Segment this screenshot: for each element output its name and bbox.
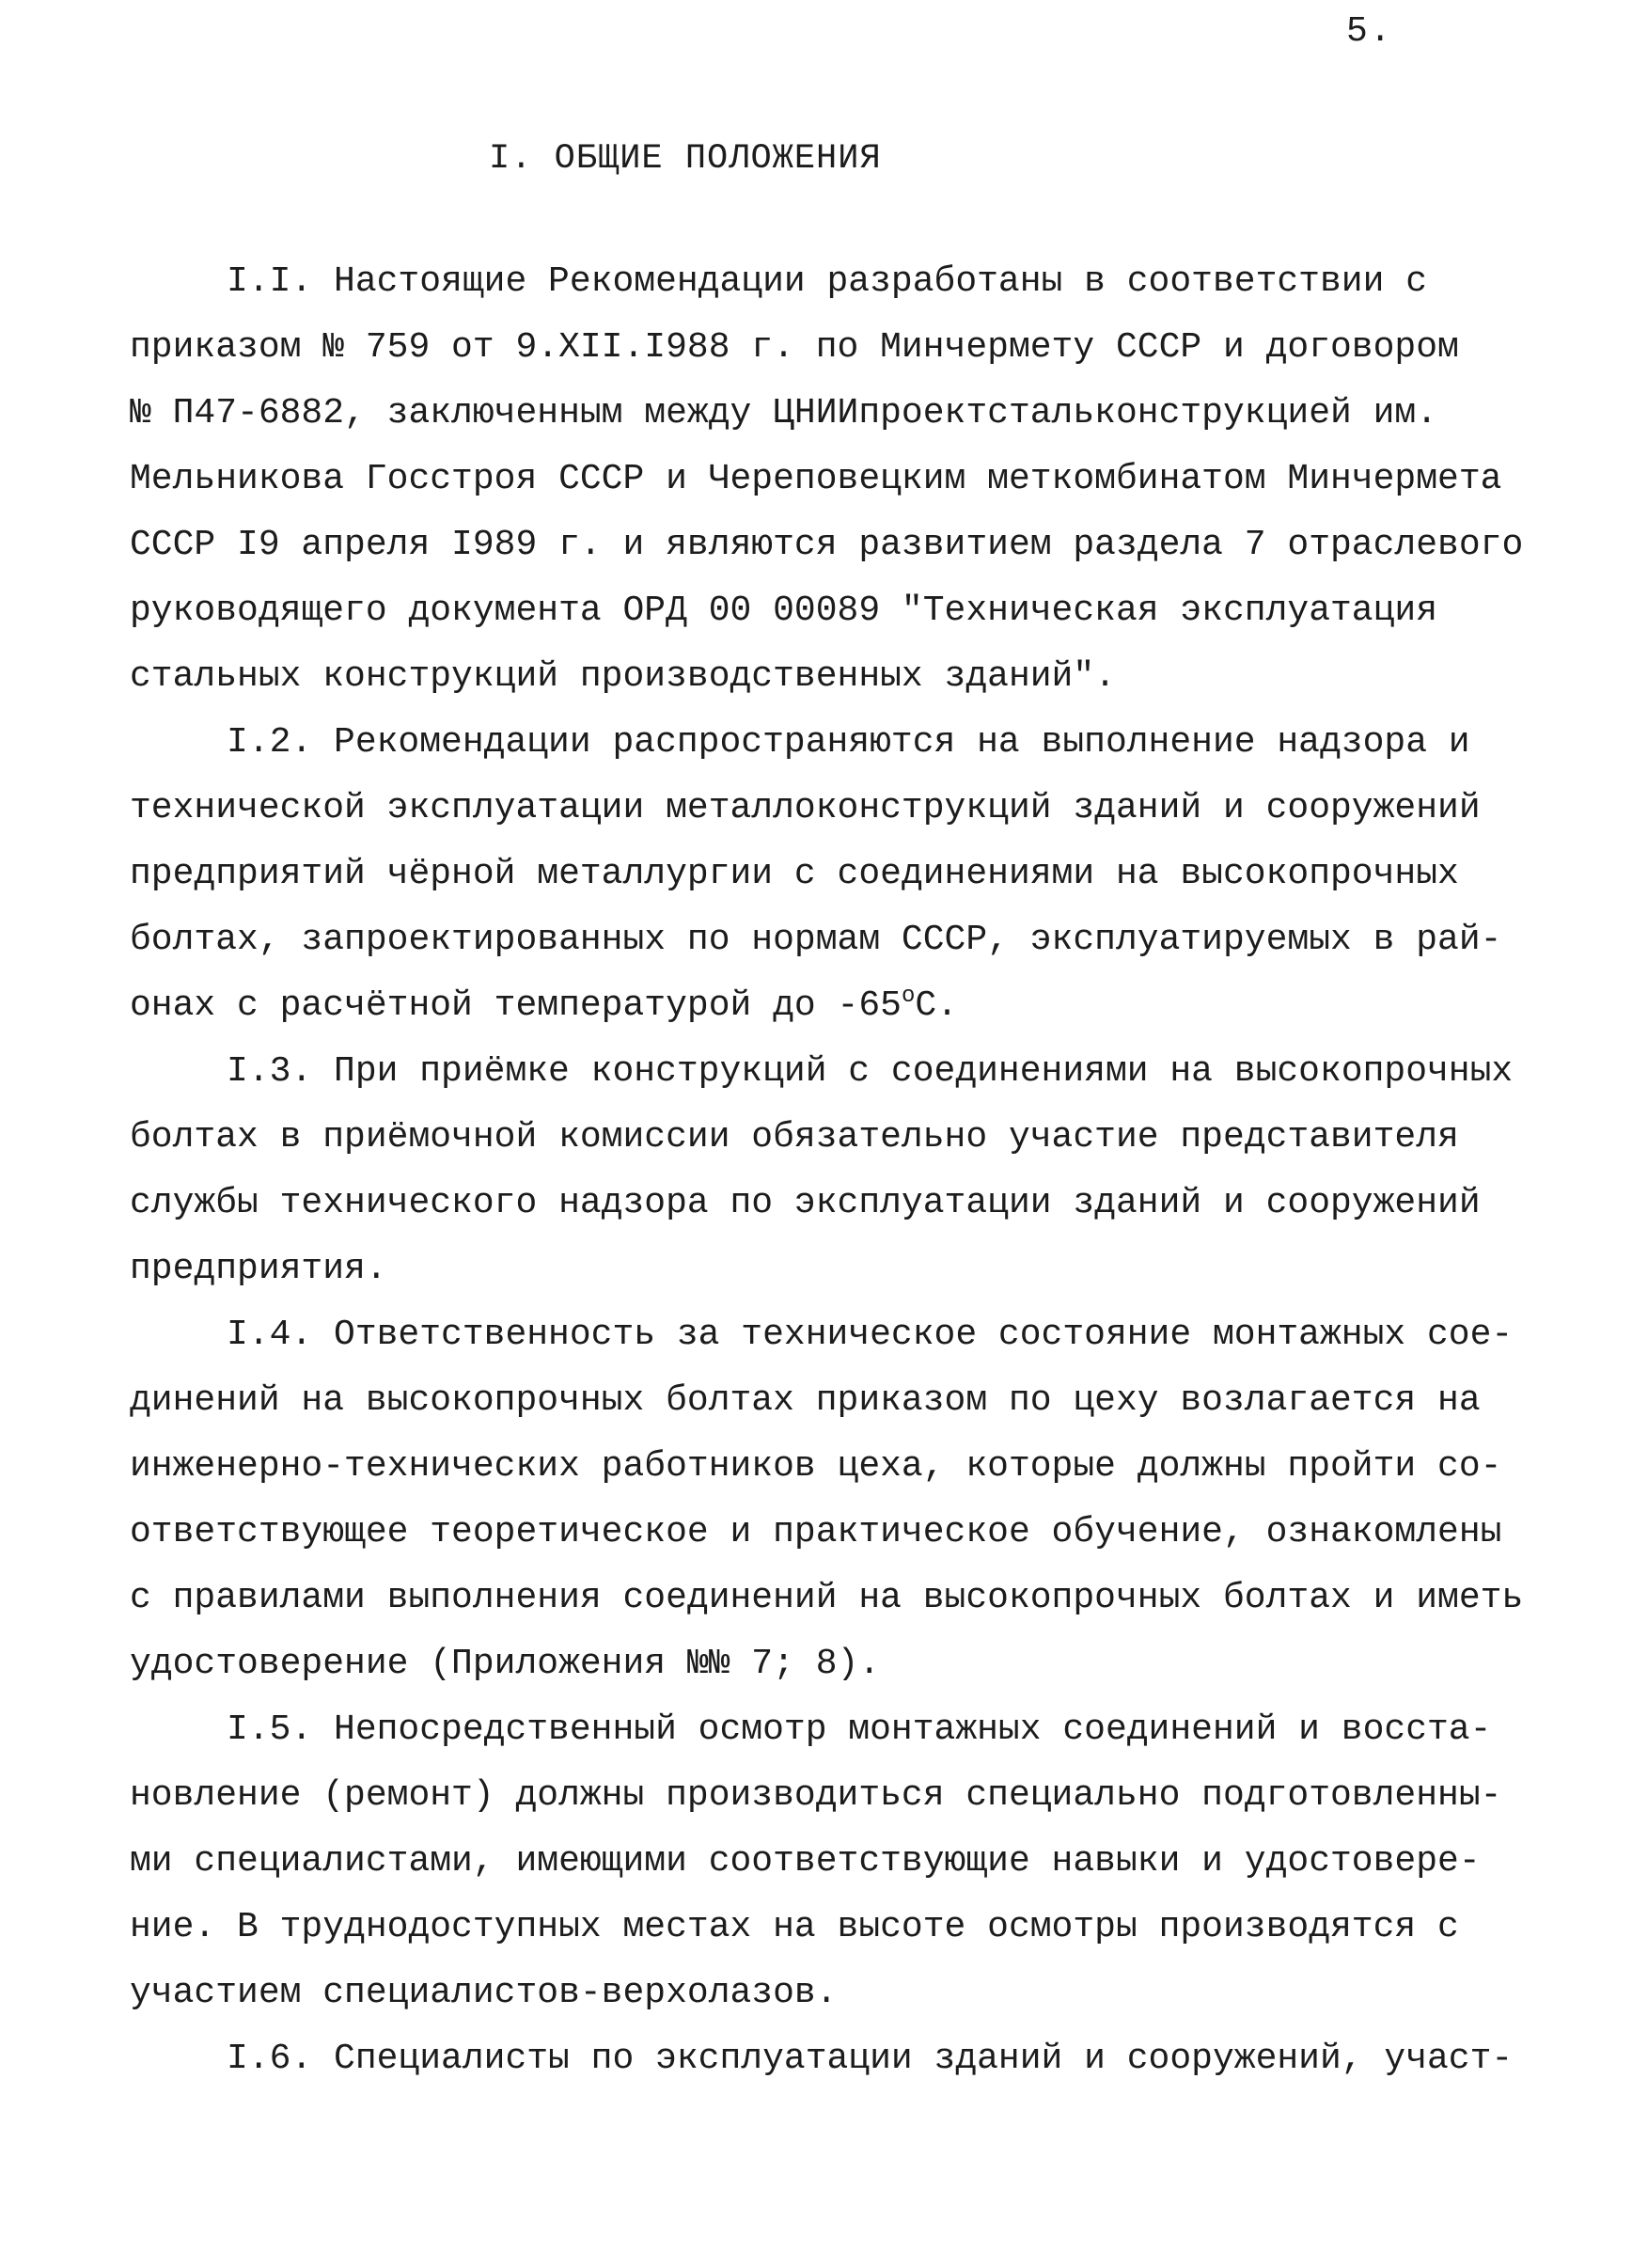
line-text: СССР I9 апреля I989 г. и являются развитием раздела 7 отраслевого: [130, 525, 1524, 565]
degree-superscript: o: [901, 984, 916, 1009]
line-text: болтах в приёмочной комиссии обязательно участие представителя: [130, 1117, 1459, 1158]
text-line: [130, 973, 1436, 1039]
line-text: I.6. Специалисты по эксплуатации зданий и сооружений, участ-: [227, 2039, 1514, 2079]
page-number: 5.: [1346, 11, 1393, 52]
line-text: стальных конструкций производственных зданий".: [130, 656, 1116, 697]
line-text: руководящего документа ОРД 00 00089 "Техническая эксплуатация: [130, 591, 1438, 631]
line-text: I.5. Непосредственный осмотр монтажных соединений и восста-: [227, 1709, 1492, 1750]
line-text: I.2. Рекомендации распространяются на выполнение надзора и: [227, 722, 1470, 763]
paragraph-first-line: [130, 249, 1436, 315]
text-line: [130, 644, 1436, 710]
line-text: Мельникова Госстроя СССР и Череповецким меткомбинатом Минчермета: [130, 459, 1502, 499]
paragraph-first-line: [130, 1697, 1492, 1763]
text-line: [130, 1829, 1481, 1895]
text-line: [130, 1171, 1481, 1236]
line-text: ми специалистами, имеющими соответствующие навыки и удостовере-: [130, 1841, 1481, 1882]
paragraph-first-line: [130, 1302, 1514, 1368]
line-text: № П47-6882, заключенным между ЦНИИпроектстальконструкцией им.: [130, 393, 1438, 433]
text-line: [130, 1895, 1459, 1961]
text-line: [130, 1368, 1481, 1434]
line-text: онах с расчётной температурой до -65: [130, 985, 902, 1026]
line-text: I.3. При приёмке конструкций с соединениями на высокопрочных: [227, 1051, 1514, 1092]
line-text: I.I. Настоящие Рекомендации разработаны в соответствии с: [227, 261, 1428, 302]
line-text: болтах, запроектированных по нормам СССР, эксплуатируемых в рай-: [130, 920, 1502, 960]
line-text: новление (ремонт) должны производиться специально подготовленны-: [130, 1775, 1502, 1816]
line-text: инженерно-технических работников цеха, которые должны пройти со-: [130, 1446, 1502, 1487]
section-title: I. ОБЩИЕ ПОЛОЖЕНИЯ: [489, 139, 882, 179]
body-text: [130, 249, 1524, 2092]
line-text: предприятия.: [130, 1249, 387, 1289]
text-line: [130, 1434, 1502, 1500]
line-text: I.4. Ответственность за техническое состояние монтажных сое-: [227, 1315, 1514, 1355]
line-text: приказом № 759 от 9.XII.I988 г. по Минчермету СССР и договором: [130, 327, 1459, 368]
line-text: технической эксплуатации металлоконструкций зданий и сооружений: [130, 788, 1481, 828]
paragraph-first-line: [130, 710, 1470, 776]
text-line: [130, 512, 1524, 578]
text-line: [130, 447, 1502, 512]
text-line: [130, 907, 1502, 973]
paragraph-first-line: [130, 2026, 1514, 2092]
line-text: службы технического надзора по эксплуатации зданий и сооружений: [130, 1183, 1481, 1223]
text-line: [130, 1105, 1459, 1171]
line-text: ответствующее теоретическое и практическое обучение, ознакомлены: [130, 1512, 1502, 1552]
line-text: ние. В труднодоступных местах на высоте осмотры производятся с: [130, 1907, 1459, 1947]
text-line: [130, 842, 1459, 907]
text-line: [130, 1763, 1502, 1829]
text-line: [130, 776, 1481, 842]
text-line: [130, 315, 1459, 381]
text-line: [130, 1631, 1436, 1697]
text-line: [130, 1236, 1436, 1302]
line-text: участием специалистов-верхолазов.: [130, 1973, 838, 2013]
line-text: с правилами выполнения соединений на высокопрочных болтах и иметь: [130, 1578, 1524, 1618]
line-text: предприятий чёрной металлургии с соединениями на высокопрочных: [130, 854, 1459, 894]
line-text: удостоверение (Приложения №№ 7; 8).: [130, 1644, 881, 1684]
text-line: [130, 1961, 1436, 2026]
line-text: динений на высокопрочных болтах приказом по цеху возлагается на: [130, 1380, 1481, 1421]
text-line: [130, 381, 1436, 447]
text-line: [130, 1566, 1524, 1631]
text-line: [130, 1500, 1502, 1566]
paragraph-first-line: [130, 1039, 1514, 1105]
text-line: [130, 578, 1436, 644]
line-suffix: С.: [915, 985, 958, 1026]
